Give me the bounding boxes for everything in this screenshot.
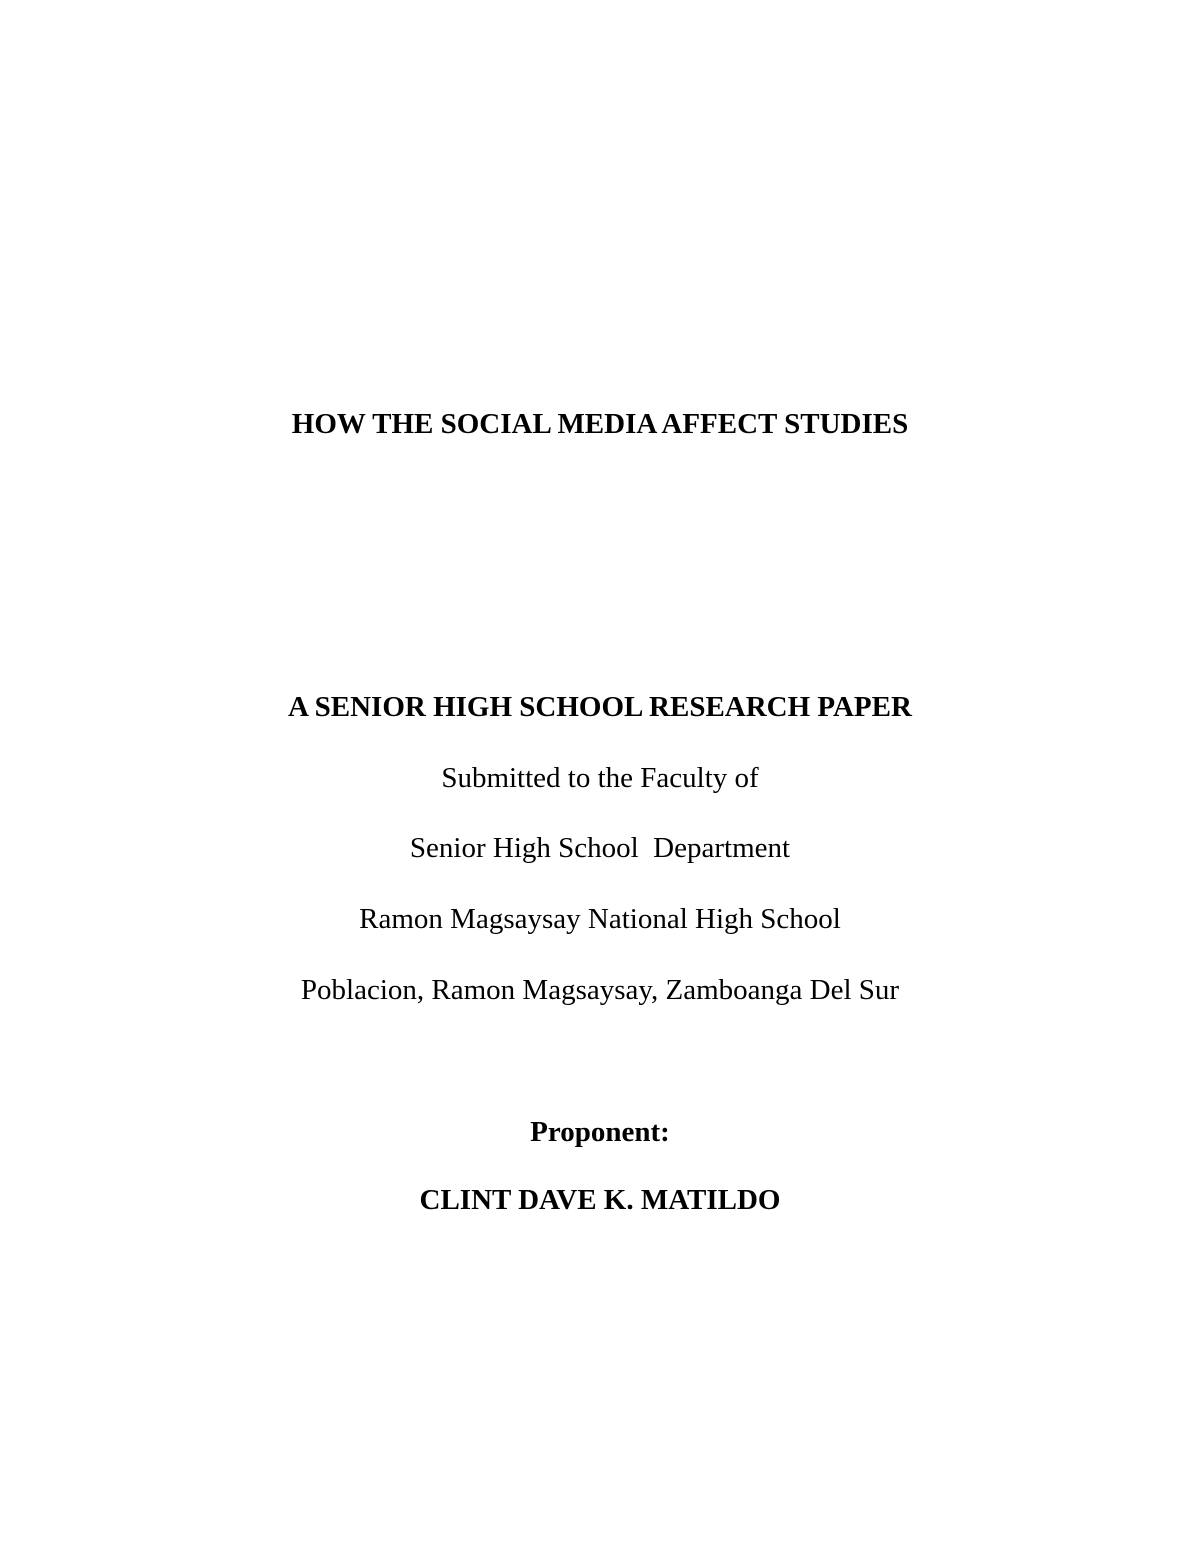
proponent-name: CLINT DAVE K. MATILDO <box>419 1184 781 1216</box>
school-address-line: Poblacion, Ramon Magsaysay, Zamboanga Del Sur <box>300 974 900 1006</box>
paper-title: HOW THE SOCIAL MEDIA AFFECT STUDIES <box>291 408 909 440</box>
department-line: Senior High School Department <box>409 832 791 864</box>
paper-type-heading: A SENIOR HIGH SCHOOL RESEARCH PAPER <box>288 691 912 723</box>
submitted-to-line: Submitted to the Faculty of <box>441 762 759 794</box>
school-name-line: Ramon Magsaysay National High School <box>359 903 841 935</box>
proponent-label: Proponent: <box>530 1116 670 1148</box>
